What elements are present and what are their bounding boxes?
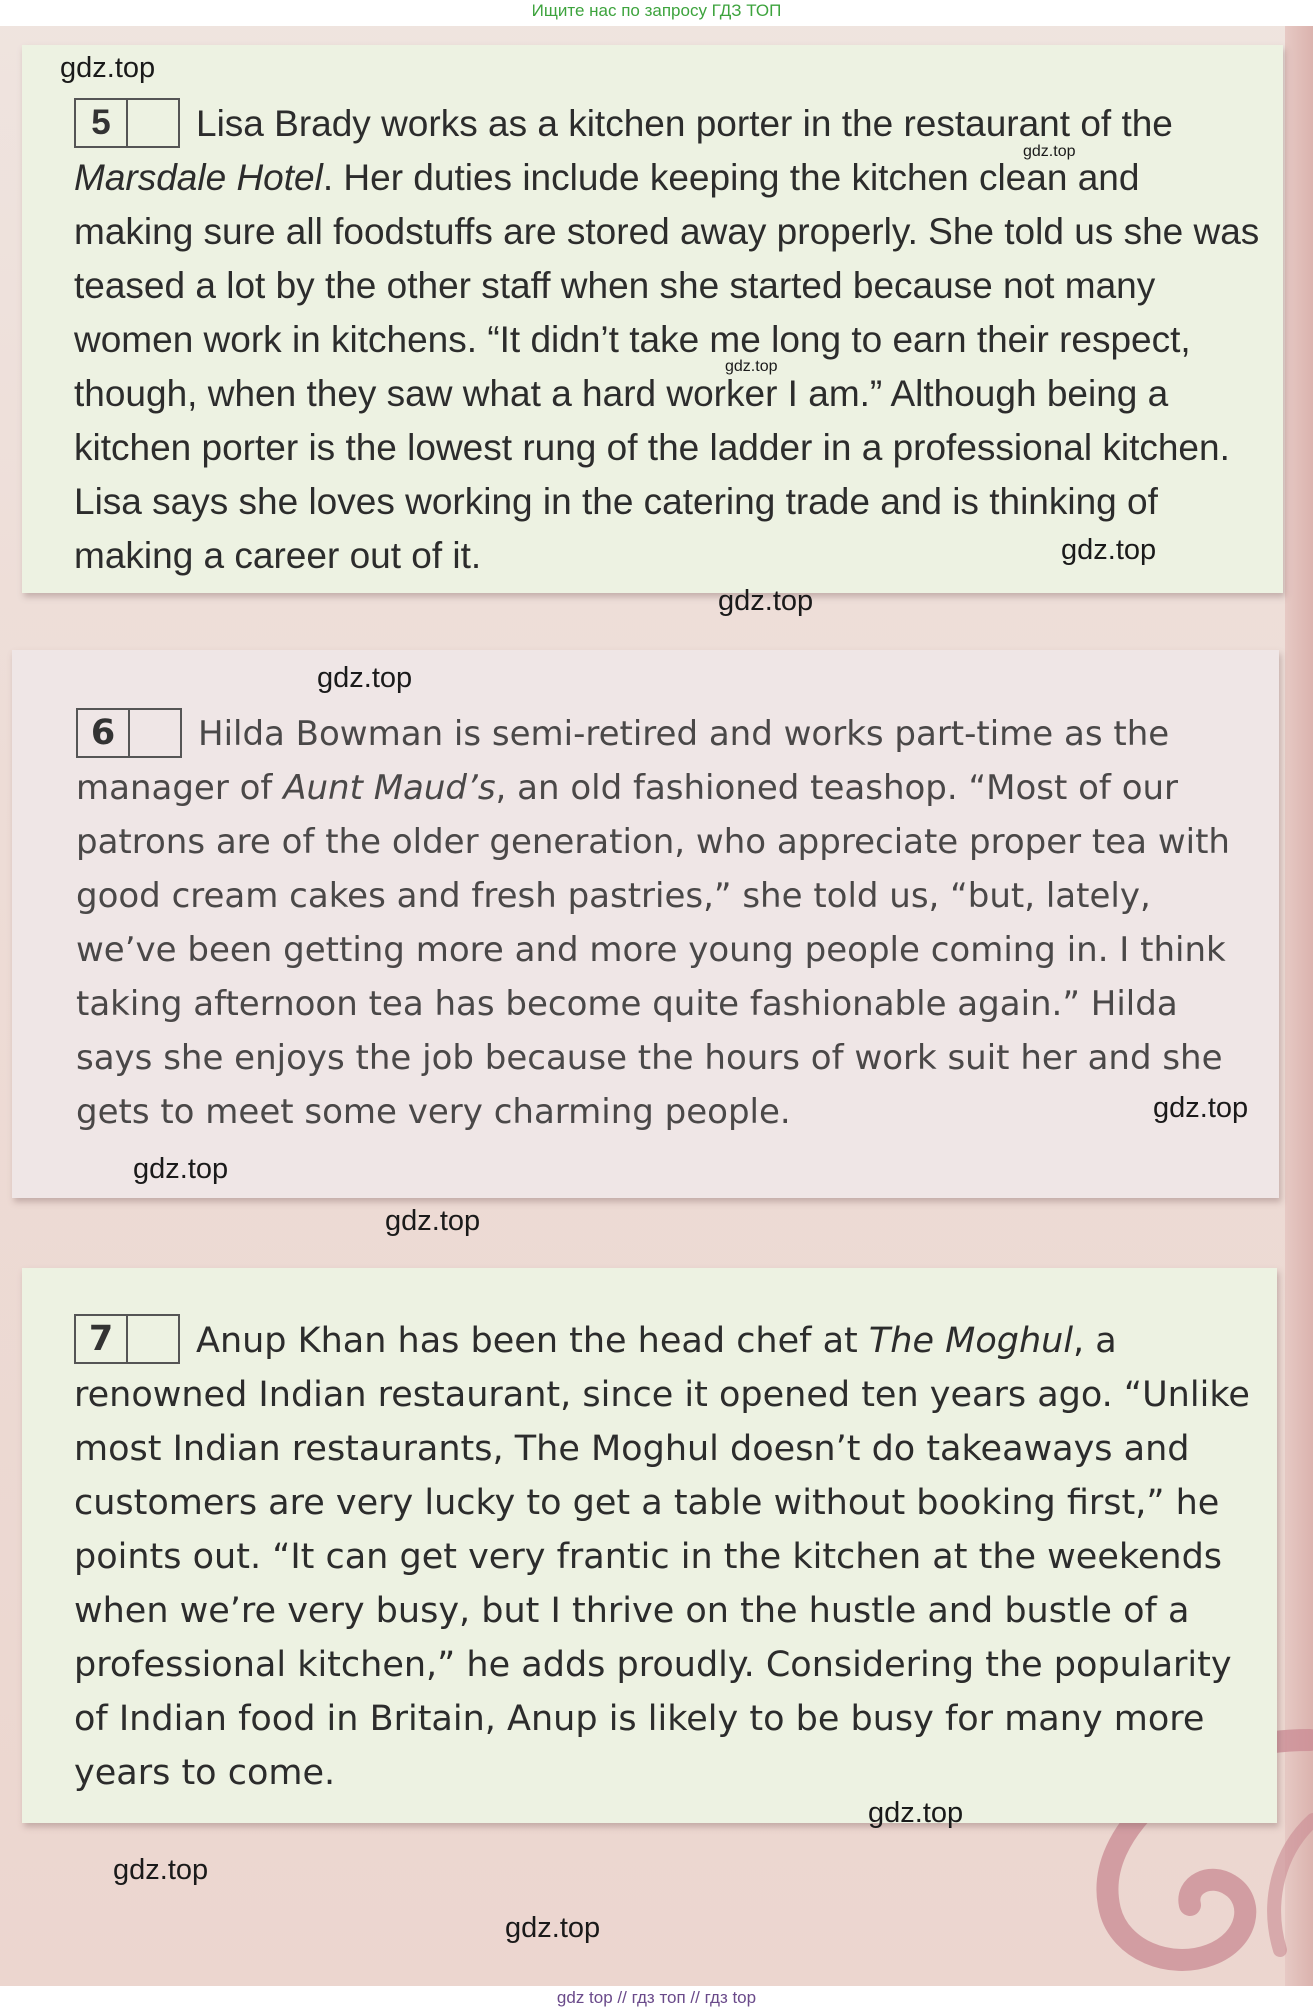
watermark: gdz.top (385, 1205, 481, 1237)
article-card-5 (22, 45, 1283, 593)
watermark: gdz.top (133, 1153, 229, 1185)
watermark: gdz.top (868, 1797, 964, 1829)
venue-name: Marsdale Hotel (74, 157, 323, 199)
answer-blank (128, 710, 180, 756)
article-text-5 (74, 97, 1262, 583)
venue-name: Aunt Maud’s (283, 768, 496, 808)
watermark: gdz.top (1023, 143, 1076, 160)
watermark: gdz.top (718, 585, 814, 617)
watermark: gdz.top (113, 1854, 209, 1886)
item-number: 5 (91, 103, 111, 143)
watermark: gdz.top (1153, 1092, 1249, 1124)
article-text-pre: Lisa Brady works as a kitchen porter in the restaurant of the (196, 103, 1173, 144)
item-number-box (74, 1314, 180, 1364)
watermark: gdz.top (317, 662, 413, 694)
article-text-7 (74, 1314, 1252, 1800)
item-number: 7 (88, 1319, 114, 1359)
top-banner: Ищите нас по запросу ГДЗ ТОП (0, 0, 1313, 26)
article-text-pre: Anup Khan has been the head chef at (196, 1321, 869, 1361)
watermark: gdz.top (60, 52, 156, 84)
item-number-box (76, 708, 182, 758)
article-text-6 (76, 707, 1249, 1139)
watermark: gdz.top (725, 358, 778, 375)
article-text-pre: Hilda Bowman is semi-retired and works part-time as the manager of (76, 714, 1170, 808)
article-card-6 (12, 650, 1279, 1198)
answer-blank (126, 1316, 178, 1362)
answer-blank (126, 100, 178, 146)
article-card-7 (22, 1268, 1277, 1823)
item-number: 6 (90, 712, 116, 753)
venue-name: The Moghul (868, 1321, 1074, 1361)
article-text-post: , a renowned Indian restaurant, since it opened ten years ago. “Unlike most Indian restaurants, The Moghul doesn’t do takeaways and customers are very lucky to get a table without booking first,” he points out. “It can get very frantic in the kitchen at the weekends when we’re very busy, but I thrive on the hustle and bustle of a professional kitchen,” he adds proudly. Considering the popularity of Indian food in Britain, Anup is likely to be busy for many more years to come. (74, 1321, 1250, 1793)
bottom-banner: gdz top // гдз топ // гдз top (0, 1986, 1313, 2012)
watermark: gdz.top (1061, 534, 1157, 566)
page-edge-strip (1285, 26, 1313, 1986)
article-text-post: , an old fashioned teashop. “Most of our patrons are of the older generation, who appreciate proper tea with good cream cakes and fresh pastries,” she told us, “but, lately, we’ve been getting more and more young people coming in. I think taking afternoon tea has become quite fashionable again.” Hilda says she enjoys the job because the hours of work suit her and she gets to meet some very charming people. (76, 768, 1230, 1132)
article-text-post: . Her duties include keeping the kitchen clean and making sure all foodstuffs are stored away properly. She told us she was teased a lot by the other staff when she started because not many women work in kitchens. “It didn’t take me long to earn their respect, though, when they saw what a hard worker I am.” Although being a kitchen porter is the lowest rung of the ladder in a professional kitchen. Lisa says she loves working in the catering trade and is thinking of making a career out of it. (74, 157, 1260, 577)
watermark: gdz.top (505, 1912, 601, 1944)
item-number-box (74, 98, 180, 148)
